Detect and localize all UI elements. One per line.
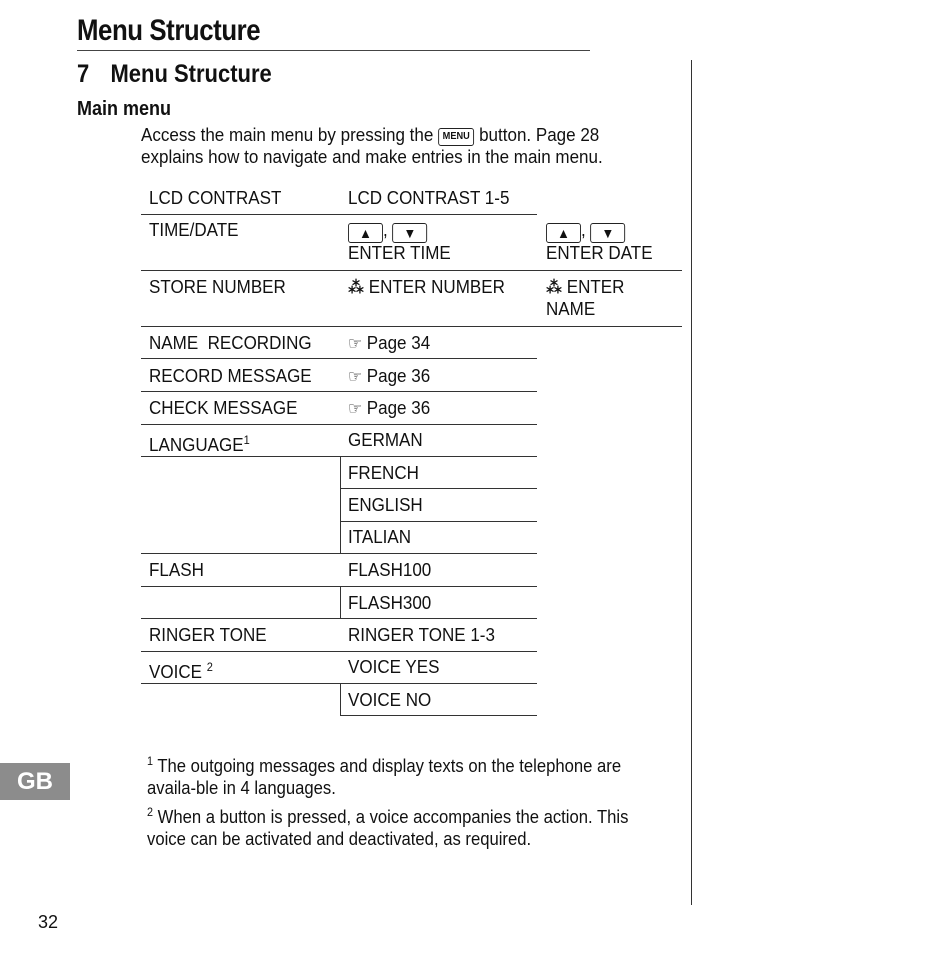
language-option: FRENCH <box>348 462 419 483</box>
time-date-label: TIME/DATE <box>149 219 239 240</box>
page-header-title: Menu Structure <box>77 14 261 47</box>
pointing-hand-icon: ☞ <box>348 367 363 386</box>
pointing-hand-icon: ☞ <box>348 399 363 418</box>
flash-option: FLASH300 <box>348 592 432 613</box>
enter-name-line2: NAME <box>546 298 596 319</box>
date-keys: ▲ , ▼ <box>546 219 625 243</box>
menu-key-icon: MENU <box>438 128 474 146</box>
language-tab: GB <box>0 763 70 800</box>
down-arrow-icon: ▼ <box>392 223 427 243</box>
page-header <box>77 14 590 51</box>
lcd-contrast-label: LCD CONTRAST <box>149 187 282 208</box>
enter-time: ENTER TIME <box>348 242 451 263</box>
ringer-tone-value: RINGER TONE 1-3 <box>348 624 495 645</box>
footnote-ref-2: 2 <box>206 660 213 674</box>
keypad-icon: ⁂ <box>348 278 364 297</box>
voice-label: VOICE $^2$ <box>149 660 213 683</box>
footnotes <box>147 750 669 852</box>
footnote-2: $^2$ When a button is pressed, a voice accompanies the action. This voice can be activated and deactivated, as required. <box>147 805 629 850</box>
check-message-label: CHECK MESSAGE <box>149 397 298 418</box>
record-message-ref: ☞ Page 36 <box>348 365 431 386</box>
language-option: ENGLISH <box>348 494 423 515</box>
intro-paragraph: Access the main menu by pressing the MENU button. Page 28 explains how to navigate and make entries in the main menu. <box>141 124 603 167</box>
lcd-contrast-value: LCD CONTRAST 1-5 <box>348 187 510 208</box>
voice-option: VOICE NO <box>348 689 432 710</box>
margin-rule <box>691 60 692 905</box>
enter-number: ⁂ ENTER NUMBER <box>348 276 505 297</box>
name-recording-label: NAME RECORDING <box>149 332 312 353</box>
flash-option: FLASH100 <box>348 559 432 580</box>
down-arrow-icon: ▼ <box>590 223 625 243</box>
enter-name: ⁂ ENTER <box>546 276 625 297</box>
time-keys: ▲ , ▼ <box>348 219 427 243</box>
check-message-ref: ☞ Page 36 <box>348 397 431 418</box>
up-arrow-icon: ▲ <box>348 223 383 243</box>
ringer-tone-label: RINGER TONE <box>149 624 267 645</box>
chapter-title: Menu Structure <box>110 60 272 88</box>
up-arrow-icon: ▲ <box>546 223 581 243</box>
page-number: 32 <box>38 912 59 932</box>
section-title: Main menu <box>77 98 172 120</box>
language-label: LANGUAGE$^1$ <box>149 433 250 456</box>
store-number-label: STORE NUMBER <box>149 276 286 297</box>
record-message-label: RECORD MESSAGE <box>149 365 312 386</box>
pointing-hand-icon: ☞ <box>348 334 363 353</box>
name-recording-ref: ☞ Page 34 <box>348 332 431 353</box>
footnote-1: $^1$ The outgoing messages and display texts on the telephone are availa-ble in 4 languages. <box>147 754 622 799</box>
footnote-ref-1: 1 <box>243 433 250 447</box>
enter-date: ENTER DATE <box>546 242 653 263</box>
voice-option: VOICE YES <box>348 656 440 677</box>
chapter-number: 7 <box>77 60 90 88</box>
language-option: ITALIAN <box>348 526 412 547</box>
keypad-icon: ⁂ <box>546 278 562 297</box>
language-option: GERMAN <box>348 429 423 450</box>
chapter-heading <box>77 60 272 89</box>
flash-label: FLASH <box>149 559 204 580</box>
